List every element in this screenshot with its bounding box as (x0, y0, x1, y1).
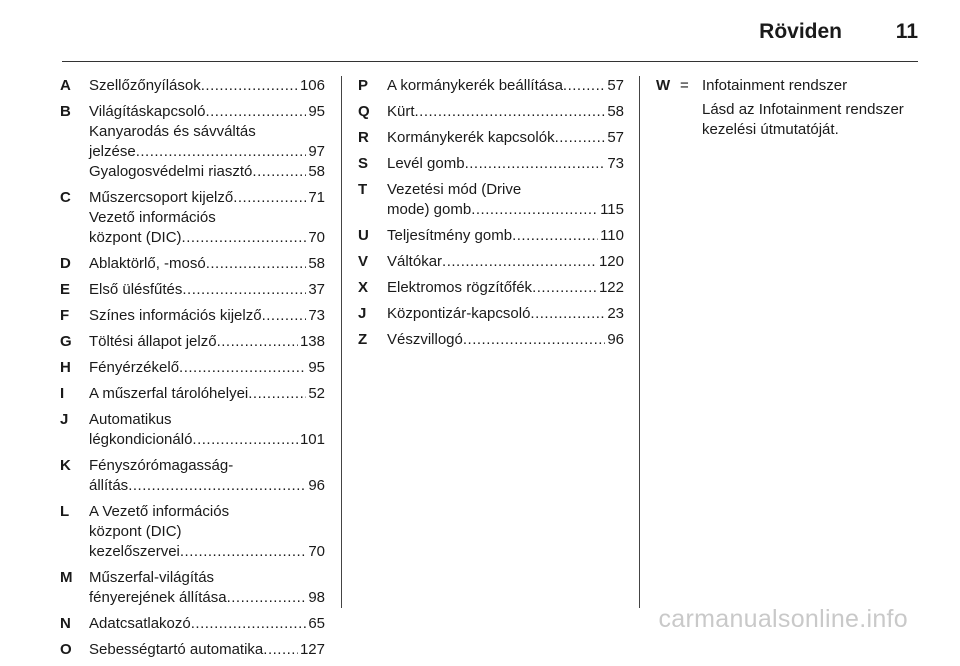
page-ref-link[interactable]: 71 (308, 189, 325, 206)
entry-letter: W (656, 77, 671, 94)
index-entry (60, 254, 325, 274)
entry-text: Levél gomb (387, 155, 465, 172)
index-entry (60, 456, 325, 496)
index-entry (60, 306, 325, 326)
entry-line (387, 304, 624, 324)
page-ref-link[interactable]: 101 (299, 431, 325, 448)
entry-text: Gyalogosvédelmi riasztó (89, 163, 253, 180)
dot-leader (182, 280, 306, 300)
entry-body (89, 640, 325, 660)
entry-title: Infotainment rendszer (702, 77, 848, 94)
entry-text: Elektromos rögzítőfék (387, 279, 533, 296)
entry-letter: G (60, 333, 72, 350)
entry-letter: A (60, 77, 71, 94)
entry-text: A műszerfal tárolóhelyei (89, 385, 249, 402)
entry-letter: O (60, 641, 72, 658)
entry-text: Kürt (387, 103, 415, 120)
entry-letter: Z (358, 331, 368, 348)
index-entry (60, 410, 325, 450)
dot-leader (555, 128, 606, 148)
entry-text: Központizár-kapcsoló (387, 305, 531, 322)
header-rule (62, 61, 918, 62)
dot-leader (182, 228, 307, 248)
entry-line (89, 162, 325, 182)
dot-leader (180, 542, 306, 562)
entry-line (89, 306, 325, 326)
page-ref-link[interactable]: 95 (308, 359, 325, 376)
entry-line (89, 542, 325, 562)
entry-line (387, 252, 624, 272)
index-entry (358, 226, 624, 246)
dot-leader (415, 102, 606, 122)
page-ref-link[interactable]: 57 (607, 77, 624, 94)
page-ref-link[interactable]: 57 (607, 129, 624, 146)
page-ref-link[interactable]: 58 (308, 163, 325, 180)
entry-line (89, 332, 325, 352)
entry-body (387, 252, 624, 272)
dot-leader (192, 430, 298, 450)
index-entry (358, 252, 624, 272)
entry-line (387, 102, 624, 122)
entry-line (89, 76, 325, 96)
entry-line (387, 278, 624, 298)
index-entry (60, 332, 325, 352)
entry-body (387, 304, 624, 324)
entry-line (89, 280, 325, 300)
dot-leader (262, 306, 307, 326)
index-entry (358, 330, 624, 350)
entry-text: Fényszórómagasság- (89, 457, 234, 474)
index-entry (60, 280, 325, 300)
index-entry (60, 358, 325, 378)
entry-text: Szellőzőnyílások (89, 77, 201, 94)
dot-leader (206, 254, 307, 274)
entry-text: központ (DIC) (89, 523, 182, 540)
entry-text: mode) gomb (387, 201, 472, 218)
entry-text: Adatcsatlakozó (89, 615, 191, 632)
dot-leader (532, 278, 597, 298)
entry-letter: V (358, 253, 369, 270)
entry-letter: U (358, 227, 369, 244)
dot-leader (465, 154, 606, 174)
entry-letter: T (358, 181, 368, 198)
index-entry (358, 304, 624, 324)
index-entry (60, 568, 325, 608)
entry-text: Világításkapcsoló (89, 103, 206, 120)
entry-line (387, 330, 624, 350)
entry-body (89, 188, 325, 248)
entry-line (89, 588, 325, 608)
entry-text: A kormánykerék beállítása (387, 77, 563, 94)
entry-text: Vezető információs (89, 209, 216, 226)
dot-leader (205, 102, 306, 122)
entry-line (89, 384, 325, 404)
dot-leader (217, 332, 298, 352)
page-ref-link[interactable]: 96 (308, 477, 325, 494)
entry-text: A Vezető információs (89, 503, 230, 520)
entry-body (387, 330, 624, 350)
column-divider (341, 76, 342, 608)
entry-letter: I (60, 385, 65, 402)
entry-text: Első ülésfűtés (89, 281, 183, 298)
entry-body (89, 76, 325, 96)
page-ref-link[interactable]: 120 (598, 253, 624, 270)
entry-letter: M (60, 569, 73, 586)
dot-leader (136, 142, 307, 162)
dot-leader (463, 330, 605, 350)
entry-note-line: kezelési útmutatóját. (702, 121, 839, 138)
page-ref-link[interactable]: 122 (598, 279, 624, 296)
index-column-3 (656, 76, 922, 140)
page-ref-link[interactable]: 70 (308, 543, 325, 560)
entry-text: Teljesítmény gomb (387, 227, 513, 244)
entry-text: Vezetési mód (Drive (387, 181, 522, 198)
page-ref-link[interactable]: 96 (607, 331, 624, 348)
dot-leader (263, 640, 298, 660)
entry-line (89, 228, 325, 248)
entry-letter: J (358, 305, 367, 322)
page-title: Röviden (759, 20, 842, 43)
column-divider (639, 76, 640, 608)
entry-body (89, 280, 325, 300)
index-column-1 (60, 76, 325, 666)
entry-line (89, 568, 325, 588)
index-entry (60, 384, 325, 404)
page-ref-link[interactable]: 37 (308, 281, 325, 298)
entry-body (89, 102, 325, 182)
entry-line (89, 122, 325, 142)
dot-leader (530, 304, 605, 324)
entry-text: állítás (89, 477, 129, 494)
entry-body (387, 180, 624, 220)
entry-line (89, 188, 325, 208)
entry-body (89, 254, 325, 274)
page-ref-link[interactable]: 73 (607, 155, 624, 172)
page-ref-link[interactable]: 65 (308, 615, 325, 632)
entry-line (89, 410, 325, 430)
page-ref-link[interactable]: 23 (607, 305, 624, 322)
entry-line (89, 430, 325, 450)
entry-body (702, 76, 922, 140)
page-ref-link[interactable]: 58 (607, 103, 624, 120)
entry-letter: P (358, 77, 369, 94)
index-entry (60, 614, 325, 634)
entry-body (89, 410, 325, 450)
dot-leader (227, 588, 307, 608)
entry-letter: J (60, 411, 69, 428)
entry-letter: E (60, 281, 71, 298)
index-entry (60, 640, 325, 660)
page-ref-link[interactable]: 115 (600, 201, 624, 218)
entry-line (387, 154, 624, 174)
dot-leader (233, 188, 306, 208)
page-ref-link[interactable]: 58 (308, 255, 325, 272)
dot-leader (512, 226, 598, 246)
page-ref-link[interactable]: 127 (299, 641, 325, 658)
entry-text: Műszercsoport kijelző (89, 189, 234, 206)
entry-body (89, 614, 325, 634)
entry-text: Műszerfal-világítás (89, 569, 215, 586)
index-entry (60, 76, 325, 96)
index-entry (60, 188, 325, 248)
index-entry (60, 502, 325, 562)
equals-sign: = (680, 77, 689, 94)
entry-body (89, 332, 325, 352)
index-entry (358, 180, 624, 220)
dot-leader (191, 614, 307, 634)
page-ref-link[interactable]: 95 (308, 103, 325, 120)
entry-line (89, 640, 325, 660)
entry-text: Kanyarodás és sávváltás (89, 123, 256, 140)
page-ref-link[interactable]: 52 (308, 385, 325, 402)
dot-leader (248, 384, 306, 404)
page-ref-link[interactable]: 73 (308, 307, 325, 324)
entry-body (89, 456, 325, 496)
entry-body (387, 226, 624, 246)
entry-text: Váltókar (387, 253, 443, 270)
page-ref-link[interactable]: 70 (308, 229, 325, 246)
dot-leader (442, 252, 597, 272)
index-entry (358, 278, 624, 298)
entry-text: kezelőszervei (89, 543, 180, 560)
entry-text: Sebességtartó automatika (89, 641, 264, 658)
entry-text: Kormánykerék kapcsolók (387, 129, 555, 146)
entry-line (89, 456, 325, 476)
entry-body (387, 154, 624, 174)
entry-body (387, 278, 624, 298)
watermark: carmanualsonline.info (658, 605, 908, 633)
index-entry (358, 76, 624, 96)
entry-line (387, 128, 624, 148)
page-ref-link[interactable]: 110 (600, 227, 624, 244)
index-entry-w (656, 76, 922, 140)
entry-line (89, 476, 325, 496)
dot-leader (252, 162, 306, 182)
entry-letter: S (358, 155, 369, 172)
entry-line (89, 502, 325, 522)
entry-body (89, 358, 325, 378)
entry-line (89, 254, 325, 274)
page-header (62, 14, 918, 54)
index-column-2 (358, 76, 624, 356)
entry-letter: N (60, 615, 71, 632)
dot-leader (563, 76, 605, 96)
entry-letter: R (358, 129, 369, 146)
entry-text: Töltési állapot jelző (89, 333, 217, 350)
entry-text: légkondicionáló (89, 431, 193, 448)
index-entry (60, 102, 325, 182)
dot-leader (471, 200, 598, 220)
entry-text: fényerejének állítása (89, 589, 227, 606)
entry-text: Színes információs kijelző (89, 307, 262, 324)
entry-text: Automatikus (89, 411, 172, 428)
entry-letter: L (60, 503, 70, 520)
entry-letter: X (358, 279, 369, 296)
entry-letter: B (60, 103, 71, 120)
entry-line (89, 102, 325, 122)
entry-text: Ablaktörlő, -mosó (89, 255, 206, 272)
dot-leader (201, 76, 298, 96)
entry-text: Fényérzékelő (89, 359, 180, 376)
entry-line (387, 76, 624, 96)
entry-text: központ (DIC) (89, 229, 182, 246)
entry-line (387, 200, 624, 220)
index-entry (358, 154, 624, 174)
page-ref-link[interactable]: 97 (308, 143, 325, 160)
entry-text: Vészvillogó (387, 331, 463, 348)
entry-body (89, 502, 325, 562)
entry-line (89, 142, 325, 162)
entry-letter: C (60, 189, 71, 206)
entry-letter: D (60, 255, 71, 272)
entry-line (89, 522, 325, 542)
entry-text: jelzése (89, 143, 136, 160)
entry-letter: K (60, 457, 71, 474)
entry-body (387, 102, 624, 122)
dot-leader (128, 476, 306, 496)
entry-line (89, 208, 325, 228)
entry-body (89, 306, 325, 326)
entry-line (387, 180, 624, 200)
entry-body (89, 384, 325, 404)
entry-body (387, 76, 624, 96)
entry-note-line: Lásd az Infotainment rendszer (702, 101, 904, 118)
page-ref-link[interactable]: 98 (308, 589, 325, 606)
entry-body (387, 128, 624, 148)
index-entry (358, 102, 624, 122)
entry-letter: H (60, 359, 71, 376)
index-entry (358, 128, 624, 148)
entry-letter: F (60, 307, 70, 324)
page-ref-link[interactable]: 106 (299, 77, 325, 94)
entry-line (387, 226, 624, 246)
page-ref-link[interactable]: 138 (299, 333, 325, 350)
entry-line (89, 358, 325, 378)
entry-body (89, 568, 325, 608)
page-number: 11 (895, 20, 918, 43)
entry-line (89, 614, 325, 634)
dot-leader (179, 358, 306, 378)
entry-letter: Q (358, 103, 370, 120)
